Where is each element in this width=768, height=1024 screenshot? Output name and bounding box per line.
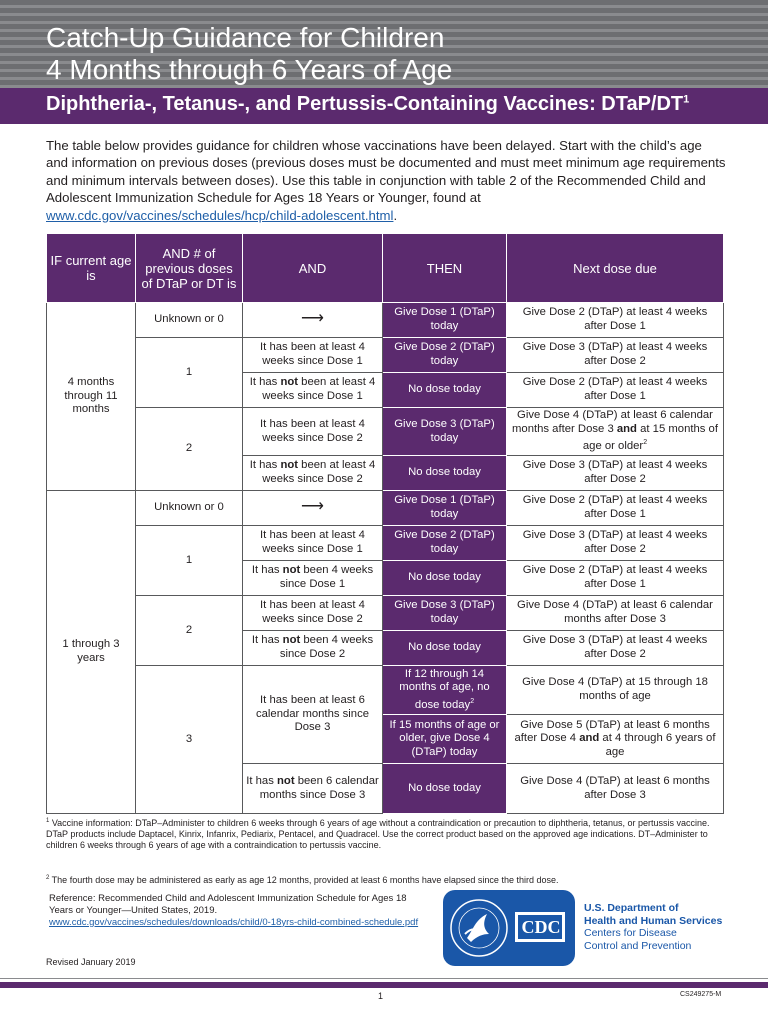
hhs-cdc-logo [443, 890, 575, 966]
then-cell: No dose today [383, 764, 507, 814]
doses-cell: 2 [136, 408, 243, 491]
cdc-line-1: Centers for Disease [584, 927, 677, 939]
header-previous-doses: AND # of previous doses of DTaP or DT is [136, 234, 243, 303]
next-dose-cell: Give Dose 4 (DTaP) at least 6 calendar months after Dose 3 [507, 596, 724, 631]
then-cell: No dose today [383, 373, 507, 408]
subtitle-footnote-ref: 1 [683, 93, 690, 106]
doses-cell: 3 [136, 666, 243, 814]
next-dose-cell: Give Dose 3 (DTaP) at least 4 weeks after Dose 2 [507, 526, 724, 561]
footnote-2-text: The fourth dose may be administered as early as age 12 months, provided at least 6 months have elapsed since the third dose. [49, 875, 559, 885]
doses-cell: Unknown or 0 [136, 303, 243, 338]
then-cell: Give Dose 1 (DTaP) today [383, 303, 507, 338]
footnote-1 [46, 816, 726, 852]
header-age: IF current age is [47, 234, 136, 303]
table-row [47, 526, 724, 561]
next-dose-cell: Give Dose 4 (DTaP) at least 6 calendar months after Dose 3 and at 15 months of age or older$^2$ [507, 408, 724, 456]
next-dose-cell: Give Dose 4 (DTaP) at 15 through 18 months of age [507, 666, 724, 715]
reference-note [49, 893, 419, 928]
next-dose-cell: Give Dose 5 (DTaP) at least 6 months after Dose 4 and at 4 through 6 years of age [507, 715, 724, 764]
cdc-line-2: Control and Prevention [584, 939, 692, 952]
and-cell: It has not been at least 4 weeks since Dose 2 [243, 456, 383, 491]
reference-text: Reference: Recommended Child and Adolescent Immunization Schedule for Ages 18 Years or Younger—United States, 2019. [49, 893, 407, 916]
and-cell: It has not been at least 4 weeks since Dose 1 [243, 373, 383, 408]
header-banner [0, 0, 768, 88]
table-header-row [47, 234, 724, 303]
and-cell: It has not been 4 weeks since Dose 1 [243, 561, 383, 596]
table-row [47, 596, 724, 631]
then-cell: Give Dose 3 (DTaP) today [383, 408, 507, 456]
then-cell: If 12 through 14 months of age, no dose today$^2$ [383, 666, 507, 715]
intro-text: The table below provides guidance for children whose vaccinations have been delayed. Start with the child’s age and information on previous doses (previous doses must be documented and must meet minimum age requirements and minimum intervals between doses). Use this table in conjunction with table 2 of the Recommended Child and Adolescent Immunization Schedule for Ages 18 Years or Younger, found at [46, 138, 726, 206]
and-cell: It has been at least 4 weeks since Dose 2 [243, 408, 383, 456]
cdc-logo-text: CDC [521, 917, 561, 937]
revised-date: Revised January 2019 [46, 957, 136, 967]
header-and: AND [243, 234, 383, 303]
arrow-cell [243, 491, 383, 526]
document-code: CS249275-M [680, 991, 722, 998]
and-cell: It has been at least 4 weeks since Dose 1 [243, 526, 383, 561]
arrow-right-icon: ⟶ [301, 498, 324, 516]
table-row [47, 491, 724, 526]
next-dose-cell: Give Dose 2 (DTaP) at least 4 weeks after Dose 1 [507, 561, 724, 596]
next-dose-cell: Give Dose 4 (DTaP) at least 6 months after Dose 3 [507, 764, 724, 814]
subtitle-text: Diphtheria-, Tetanus-, and Pertussis-Containing Vaccines: DTaP/DT [46, 93, 684, 115]
doses-cell: Unknown or 0 [136, 491, 243, 526]
footer-divider [0, 978, 768, 979]
subtitle-bar [0, 88, 768, 124]
next-dose-cell: Give Dose 3 (DTaP) at least 4 weeks after Dose 2 [507, 631, 724, 666]
then-cell: No dose today [383, 561, 507, 596]
table-row [47, 303, 724, 338]
then-cell: If 15 months of age or older, give Dose 4 (DTaP) today [383, 715, 507, 764]
table-row [47, 666, 724, 715]
age-cell: 4 months through 11 months [47, 303, 136, 491]
hhs-agency-name [584, 902, 722, 952]
then-cell: Give Dose 2 (DTaP) today [383, 338, 507, 373]
and-cell: It has been at least 6 calendar months since Dose 3 [243, 666, 383, 764]
hhs-line-2: Health and Human Services [584, 914, 723, 927]
table-row [47, 338, 724, 373]
next-dose-cell: Give Dose 3 (DTaP) at least 4 weeks after Dose 2 [507, 338, 724, 373]
doses-cell: 2 [136, 596, 243, 666]
hhs-line-1: U.S. Department of [584, 902, 679, 914]
header-then: THEN [383, 234, 507, 303]
then-cell: No dose today [383, 456, 507, 491]
title-line-2: 4 Months through 6 Years of Age [46, 54, 453, 85]
footnote-1-text: Vaccine information: DTaP–Administer to children 6 weeks through 6 years of age without a contraindication or precaution to diphtheria, tetanus, or pertussis vaccine. DTaP products include Daptacel, Kinrix, Infanrix, Pediarix, Pentacel, and Quadracel. Use the correct product based on the approved age indications. DT–Administer to children 6 weeks through 6 years of age with a contraindication to pertussis vaccine. [46, 818, 710, 851]
footer-bar [0, 982, 768, 988]
intro-end: . [393, 207, 398, 223]
schedule-link[interactable]: www.cdc.gov/vaccines/schedules/hcp/child-adolescent.html [46, 207, 394, 223]
title-line-1: Catch-Up Guidance for Children [46, 22, 445, 53]
footnote-1-number: 1 [46, 818, 50, 824]
and-cell: It has been at least 4 weeks since Dose 2 [243, 596, 383, 631]
then-cell: No dose today [383, 631, 507, 666]
then-cell: Give Dose 1 (DTaP) today [383, 491, 507, 526]
page-subtitle [46, 93, 689, 116]
page-number: 1 [378, 991, 384, 1001]
and-cell: It has not been 4 weeks since Dose 2 [243, 631, 383, 666]
then-cell: Give Dose 2 (DTaP) today [383, 526, 507, 561]
footnote-2 [46, 873, 726, 886]
catch-up-table [46, 233, 724, 814]
doses-cell: 1 [136, 526, 243, 596]
next-dose-cell: Give Dose 2 (DTaP) at least 4 weeks after Dose 1 [507, 491, 724, 526]
then-cell: Give Dose 3 (DTaP) today [383, 596, 507, 631]
page-title [46, 22, 452, 86]
reference-link[interactable]: www.cdc.gov/vaccines/schedules/downloads/child/0-18yrs-child-combined-schedule.pdf [49, 916, 419, 928]
table-row [47, 408, 724, 456]
doses-cell: 1 [136, 338, 243, 408]
and-cell: It has not been 6 calendar months since Dose 3 [243, 764, 383, 814]
age-cell: 1 through 3 years [47, 491, 136, 814]
arrow-right-icon: ⟶ [301, 310, 324, 328]
next-dose-cell: Give Dose 3 (DTaP) at least 4 weeks after Dose 2 [507, 456, 724, 491]
footnote-2-number: 2 [46, 875, 50, 881]
arrow-cell [243, 303, 383, 338]
and-cell: It has been at least 4 weeks since Dose 1 [243, 338, 383, 373]
next-dose-cell: Give Dose 2 (DTaP) at least 4 weeks after Dose 1 [507, 303, 724, 338]
header-next-dose: Next dose due [507, 234, 724, 303]
next-dose-cell: Give Dose 2 (DTaP) at least 4 weeks after Dose 1 [507, 373, 724, 408]
intro-paragraph [46, 137, 726, 224]
